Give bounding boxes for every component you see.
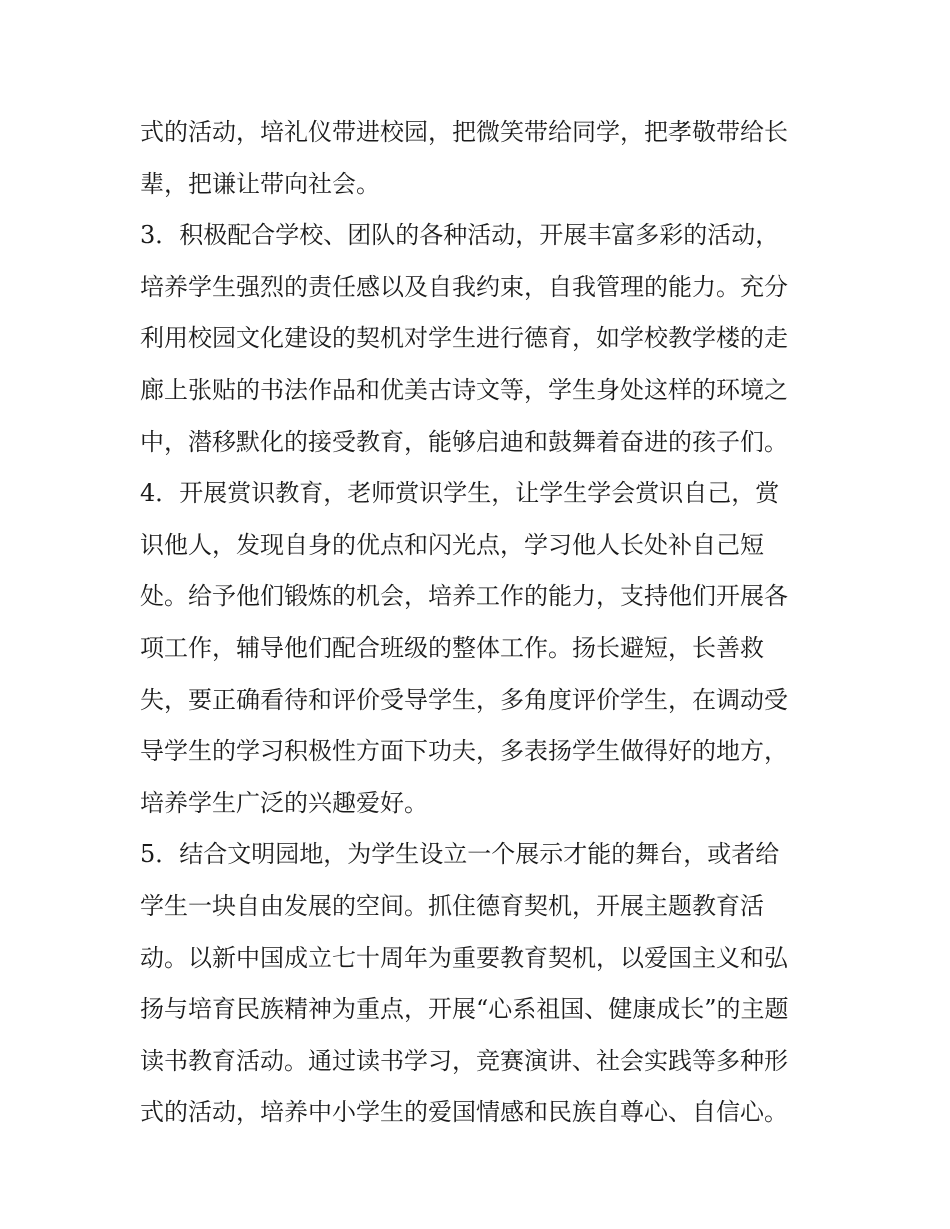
text-line: 辈，把谦让带向社会。 (140, 169, 380, 198)
text-line: 式的活动，培养中小学生的爱国情感和民族自尊心、自信心。 (140, 1098, 788, 1127)
text-line: 式的活动，培礼仪带进校园，把微笑带给同学，把孝敬带给长 (140, 118, 788, 146)
text-line: 中，潜移默化的接受教育，能够启迪和鼓舞着奋进的孩子们。 (140, 427, 788, 456)
text-line: 动。以新中国成立七十周年为重要教育契机，以爱国主义和弘 (140, 943, 788, 972)
text-line: 失，要正确看待和评价受导学生，多角度评价学生，在调动受 (140, 685, 788, 714)
text-line: 识他人，发现自身的优点和闪光点，学习他人长处补自己短 (140, 530, 764, 559)
text-line: 培养学生强烈的责任感以及自我约束，自我管理的能力。充分 (140, 272, 788, 301)
text-line: 4．开展赏识教育，老师赏识学生，让学生学会赏识自己，赏 (140, 479, 780, 508)
text-line: 廊上张贴的书法作品和优美古诗文等，学生身处这样的环境之 (140, 375, 788, 404)
text-line: 读书教育活动。通过读书学习，竞赛演讲、社会实践等多种形 (140, 1046, 788, 1075)
text-line: 学生一块自由发展的空间。抓住德育契机，开展主题教育活 (140, 891, 764, 920)
text-line: 利用校园文化建设的契机对学生进行德育，如学校教学楼的走 (140, 324, 788, 353)
text-line: 3．积极配合学校、团队的各种活动，开展丰富多彩的活动， (140, 221, 780, 250)
body-text (140, 107, 820, 1139)
text-line: 项工作，辅导他们配合班级的整体工作。扬长避短，长善救 (140, 633, 764, 662)
text-line: 处。给予他们锻炼的机会，培养工作的能力，支持他们开展各 (140, 582, 788, 611)
text-line: 扬与培育民族精神为重点，开展“心系祖国、健康成长”的主题 (140, 995, 789, 1024)
text-line: 培养学生广泛的兴趣爱好。 (140, 788, 428, 817)
text-line: 导学生的学习积极性方面下功夫，多表扬学生做得好的地方， (140, 737, 788, 766)
text-line: 5．结合文明园地，为学生设立一个展示才能的舞台，或者给 (140, 840, 780, 869)
